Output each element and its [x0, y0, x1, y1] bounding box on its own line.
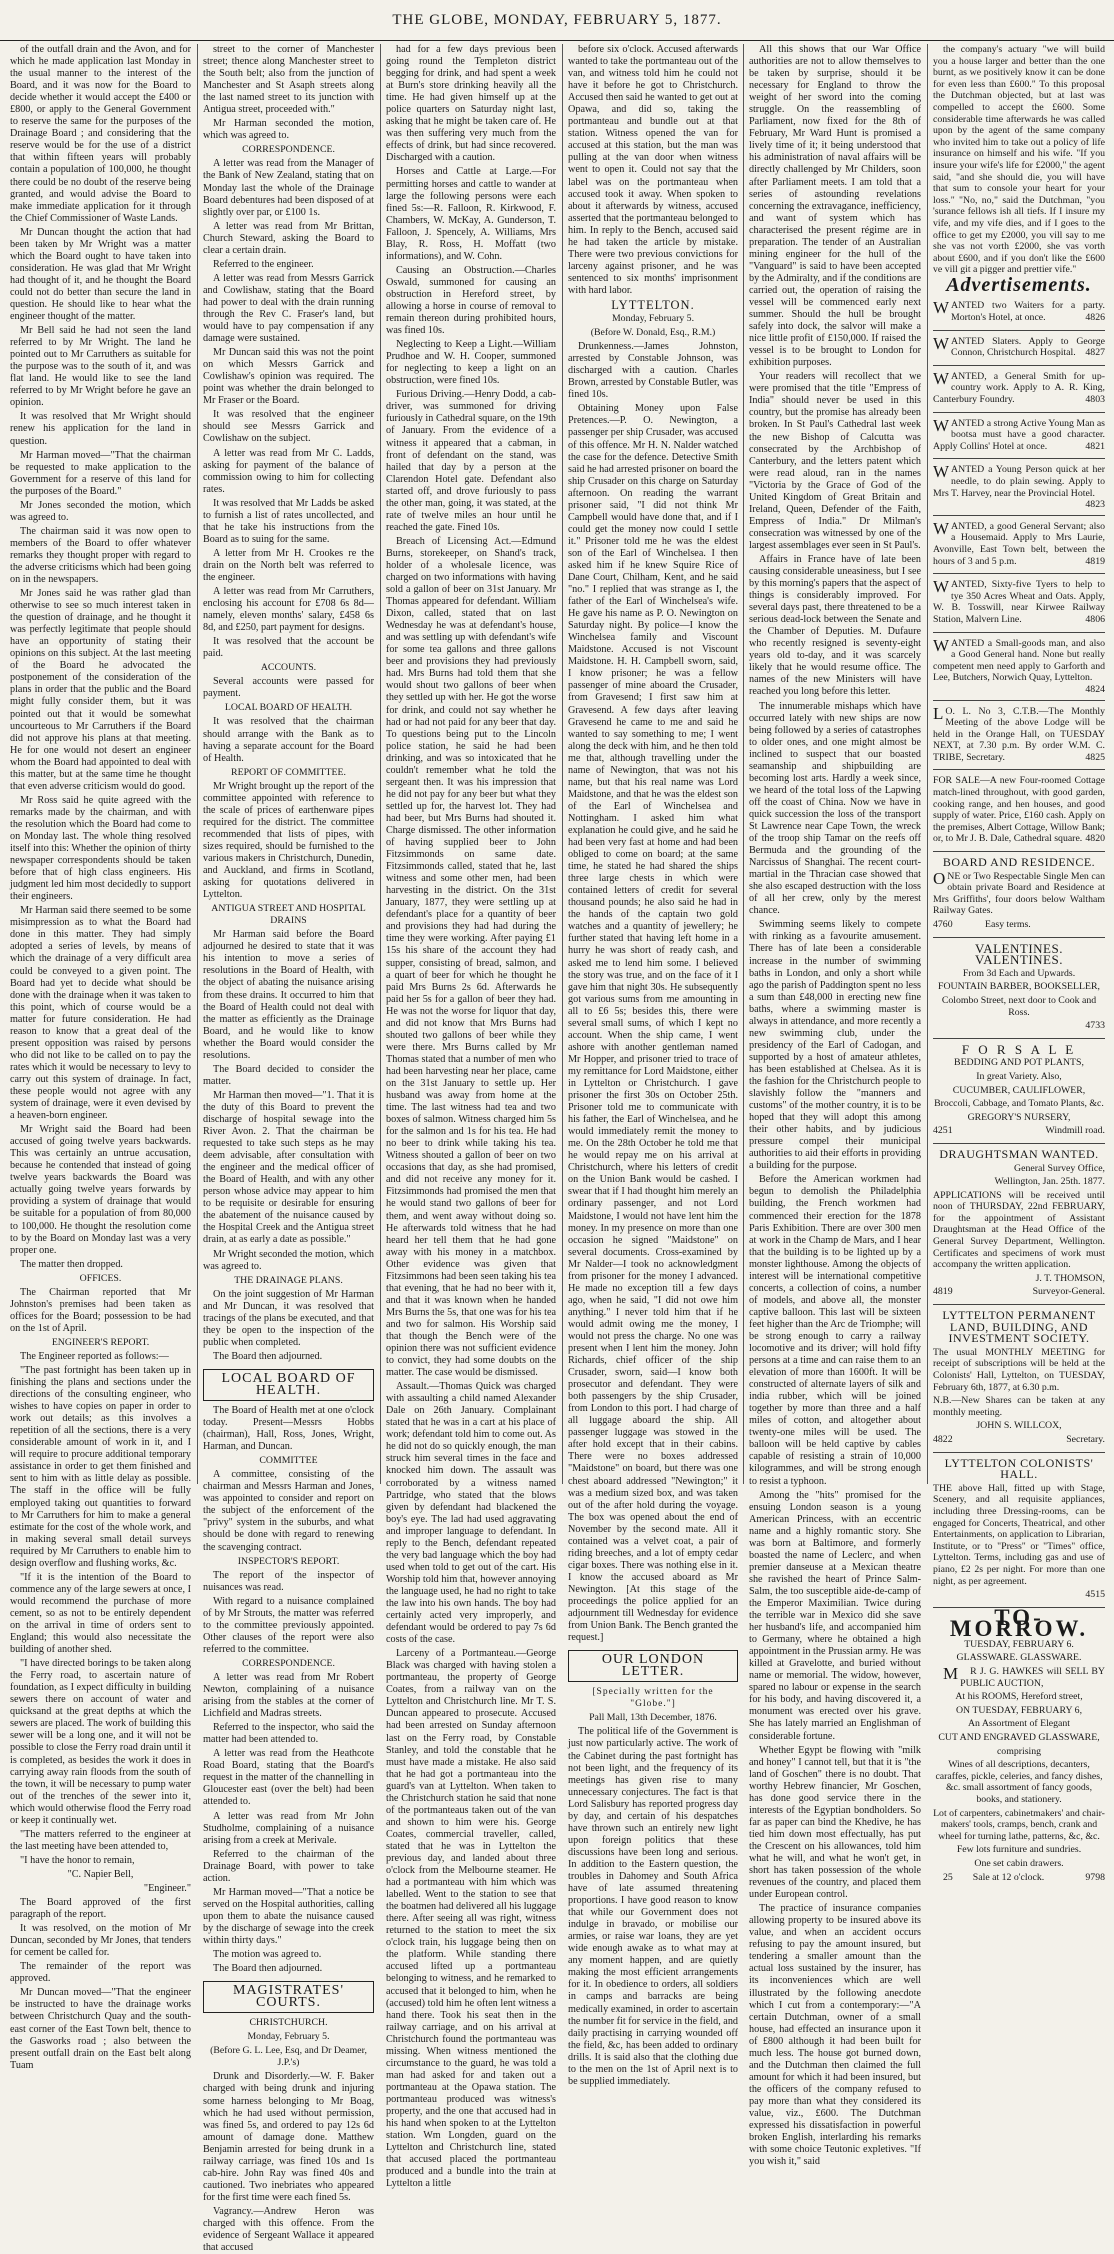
- article-paragraph: It was resolved that Mr Ladds be asked to furnish a list of rates uncollected, and that he take his instructions from the Board as to suing for the same.: [203, 497, 374, 545]
- section-title-box: MAGISTRATES' COURTS.: [203, 1981, 374, 2013]
- article-paragraph: A letter from Mr H. Crookes re the drain on the North belt was referred to the engineer.: [203, 547, 374, 583]
- valentines-ad: [933, 940, 1105, 1039]
- ad-line: Broccoli, Cabbage, and Tomato Plants, &c.: [934, 1098, 1104, 1110]
- article-paragraph: Whether Egypt be flowing with "milk and honey" I cannot tell, but that it is "the land of Goschen" there is no doubt. That worthy Hebrew financier, Mr Goschen, has done good service there in the interests of the Egyptian bondholders. So far as paper can bind the Khedive, he has tied him down most effectually, has put the Crescent on his allowances, told him what he will, and what he won't get, in short has taken possession of the whole revenues of the country, and placed them under European control.: [749, 1744, 921, 1901]
- ad-line: General Survey Office,: [1014, 1162, 1105, 1174]
- ad-text: ANTED two Waiters for a party. Morton's Hotel, at once.: [951, 300, 1105, 324]
- ad-number: 4760: [933, 919, 953, 930]
- article-paragraph: "If it is the intention of the Board to commence any of the large sewers at once, I would recommend the purchase of more cement, so as not to be entirely dependent on the arrival in time of orders sent to England; this would also necessitate the building of another shed.: [10, 1571, 191, 1656]
- drop-cap: W: [933, 415, 950, 435]
- drop-cap: W: [933, 368, 950, 388]
- ad-line: JOHN S. WILLCOX,: [976, 1420, 1062, 1432]
- dateline: Monday, February 5.: [247, 2031, 330, 2043]
- section-title-box: OUR LONDON LETTER.: [568, 1650, 738, 1682]
- ad-text: ANTED a Young Person quick at her needle, to do plain sewing. Apply to Mrs T. Harvey, near the Provincial Hotel.: [933, 464, 1105, 499]
- article-paragraph: The motion was agreed to.: [213, 1949, 322, 1961]
- signature-title: "Engineer.": [143, 1882, 191, 1894]
- section-heading: ENGINEER'S REPORT.: [51, 1336, 150, 1348]
- article-paragraph: The Board of Health met at one o'clock today. Present—Messrs Hobbs (chairman), Hall, Ross, Jones, Wright, Harman, and Duncan.: [203, 1405, 374, 1453]
- ad-line: An Assortment of Elegant: [967, 1718, 1071, 1730]
- drop-cap: L: [933, 703, 944, 723]
- ad-number: 4819: [1085, 555, 1105, 567]
- article-paragraph: Referred to the chairman of the Drainage Board, with power to take action.: [203, 1848, 374, 1884]
- ad-line: GREGORY'S NURSERY,: [967, 1111, 1071, 1123]
- article-paragraph: Mr Harman seconded the motion, which was agreed to.: [203, 118, 374, 142]
- advertisements-heading: Advertisements.: [946, 273, 1092, 296]
- article-paragraph: A letter was read from the Heathcote Road Board, stating that the Board's request in the matter of the channelling in Gloucester east (over the belt) had been attended to.: [203, 1748, 374, 1808]
- article-paragraph: Several accounts were passed for payment.: [203, 676, 374, 700]
- article-paragraph: Referred to the inspector, who said the matter had been attended to.: [203, 1722, 374, 1746]
- ad-line: CUCUMBER, CAULIFLOWER,: [952, 1084, 1086, 1096]
- article-paragraph: had for a few days previous been going round the Templeton district begging for drink, and had spent a week at Burn's store drinking heavily all the time. He had given himself up at the police quarters on Saturday night last, asking that he might be taken care of. He was then suffering very much from the effects of drink, but had since recovered. Discharged with a caution.: [386, 44, 556, 164]
- article-paragraph: Vagrancy.—Andrew Heron was charged with this offence. From the evidence of Sergeant Wallace it appeared that accused: [203, 2205, 374, 2254]
- ad-heading: F O R S A L E: [961, 1041, 1077, 1057]
- ad-number: 4806: [1085, 613, 1105, 625]
- section-heading: CHRISTCHURCH.: [249, 2017, 328, 2029]
- article-paragraph: The report of the inspector of nuisances was read.: [203, 1569, 374, 1593]
- drop-cap: W: [933, 333, 950, 353]
- article-paragraph: A letter was read from the Manager of the Bank of New Zealand, stating that on Monday last the whole of the Drainage Board debentures had been disposed of at slightly over par, or £100 1s.: [203, 158, 374, 218]
- section-heading: ANTIGUA STREET AND HOSPITAL DRAINS: [211, 903, 366, 927]
- column-2: [203, 44, 374, 2254]
- ad-text: O. L. No 3, C.T.B.—The Monthly Meeting of the above Lodge will be held in the Orange Hall, on TUESDAY NEXT, at 7.30 p.m. By order W.M. C. TRIBE, Secretary.: [933, 705, 1105, 763]
- ad-text: Lot of carpenters, cabinetmakers' and chair-makers' tools, cramps, bench, crank and wheel for turning lathe, patterns, &c, &c.: [933, 1807, 1105, 1842]
- article-paragraph: Affairs in France have of late been causing considerable uneasiness, but I see by this morning's papers that the aspect of things is considerably improved. For several days past, there threatened to be a serious dead-lock between the Senate and the Chamber of Deputies. M. Dufaure who recently resigned is seventy-eight years old to-day, and it was scarcely likely that he would resume office. The names of the new Ministers will have reached you long before this letter.: [749, 553, 921, 698]
- ad-line: BEDDING AND POT PLANTS,: [954, 1057, 1084, 1069]
- article-paragraph: The matter then dropped.: [20, 1258, 123, 1270]
- section-heading: CORRESPONDENCE.: [242, 144, 335, 156]
- article-paragraph: "The past fortnight has been taken up in finishing the plans and sections under the directions of the consulting engineer, who wishes to have copies on paper in order to work out details; as this involves a repetition of all the sections, there is a very considerable amount of work in it, and I will require to procure additional temporary assistance in order to get them finished and sent to him with as little delay as possible. The staff in the office will be fully employed taking out quantities to forward to Mr Carruthers for him to make a general estimate for the cost of the whole work, and in making several small detail surveys required by Mr Carruthers to enable him to design overflow and flushing works, &c.: [10, 1365, 191, 1569]
- article-paragraph: Mr Bell said he had not seen the land referred to by Mr Wright. The land he pointed out to Mr Carruthers as suitable for the purpose was to the south of it, and was flat land. He would like to see the land referred to by Mr Wright before he gave an opinion.: [10, 325, 191, 409]
- article-paragraph: The Engineer reported as follows:—: [20, 1350, 169, 1362]
- article-paragraph: Mr Harman then moved—"1. That it is the duty of this Board to prevent the discharge of hospital sewage into the River Avon. 2. That the chairman be requested to take such steps as he may deem advisable, after consultation with the engineer and the medical officer of the Board of Health, and with any other person whose advice may appear to him to be requisite or desirable for ensuring the abatement of the nuisance caused by the Hospital Creek and the Antigua street drain, at as early a date as possible.": [203, 1089, 374, 1246]
- ad-number: 4825: [1085, 751, 1105, 763]
- ad-number: 4826: [1085, 312, 1105, 324]
- article-paragraph: Neglecting to Keep a Light.—William Prudhoe and W. H. Cooper, summoned for neglecting to keep a light on an obstruction, were fined 10s.: [386, 339, 556, 387]
- bench-line: (Before W. Donald, Esq., R.M.): [590, 327, 716, 339]
- column-rule: [380, 44, 381, 1484]
- ad-line: Few lots furniture and sundries.: [956, 1844, 1082, 1856]
- article-paragraph: A committee, consisting of the chairman and Messrs Harman and Jones, was appointed to consider and report on the subject of the enforcement of the "privy" system in the suburbs, and what should be done with regard to renewing the scavenging contract.: [203, 1469, 374, 1553]
- lodge-notice: [933, 703, 1105, 771]
- ad-line: Sale at 12 o'clock.: [972, 1871, 1045, 1883]
- article-paragraph: All this shows that our War Office authorities are not to allow themselves to be taken by surprise, should it be necessary for England to throw the weight of her sword into the coming struggle. On the reassembling of Parliament, now fixed for the 8th of February, Mr Ward Hunt is promised a lively time of it; it being understood that his administration of naval affairs will be directly challenged by Mr Childers, soon after Parliament meets. I am told that a series of astounding revelations concerning the extravagance, inefficiency, and want of system which has characterised the present régime are in preparation. The tender of an Australian mining engineer for the hull of the "Vanguard" is said to have been accepted by the Admiralty, and if the conditions are carried out, the operation of raising the vessel will be commenced early next summer. Should the hull be brought safely into dock, the salvor will make a nice little profit of £150,000. If raised the vessel is to be brought to London for exhibition purposes.: [749, 44, 921, 369]
- ad-line: GLASSWARE. GLASSWARE.: [956, 1652, 1082, 1664]
- column-rule: [197, 44, 198, 1484]
- article-paragraph: A letter was read from Mr Carruthers, enclosing his account for £708 6s 8d—namely, eleven months' salary, £458 6s 8d, and £250, part payment for designs.: [203, 586, 374, 634]
- column-6-advertisements: [933, 44, 1105, 1883]
- ad-number: 4251: [933, 1125, 953, 1137]
- classified-ad: [933, 635, 1105, 701]
- article-paragraph: Mr Duncan said this was not the point on which Messrs Garrick and Cowlishaw's opinion was required. The point was whether the drain belonged to Mr Fraser or the Board.: [203, 347, 374, 407]
- ad-text: ANTED, Sixty-five Tyers to help to tye 350 Acres Wheat and Oats. Apply, W. B. Tosswill, near Kirwee Railway Station, Malvern Line.: [933, 579, 1105, 625]
- article-paragraph: The chairman said it was now open to members of the Board to offer whatever remarks they thought proper with regard to the adverse criticisms which had been going on in the newspapers.: [10, 525, 191, 586]
- article-paragraph: The Chairman reported that Mr Johnston's premises had been taken as offices for the Board; possession to be had on the 1st of April.: [10, 1286, 191, 1334]
- article-paragraph: Horses and Cattle at Large.—For permitting horses and cattle to wander at large the following persons were each fined 5s:—R. Falloon, R. Kirkwood, F. Chambers, W. McKay, A. Gunderson, T. Falloon, J. Spencely, A. Williams, Mrs Blay, R. Ross, H. Moffatt (two informations), and W. Cohn.: [386, 166, 556, 262]
- column-rule: [743, 44, 744, 1484]
- article-paragraph: A letter was read from Mr C. Ladds, asking for payment of the balance of commission owing to him for collecting rates.: [203, 447, 374, 495]
- ad-line: Surveyor-General.: [1032, 1286, 1105, 1298]
- column-1: [10, 44, 191, 2071]
- article-paragraph: The remainder of the report was approved.: [10, 1961, 191, 1985]
- article-paragraph: Mr Duncan moved—"That the engineer be instructed to have the drainage works between Christchurch Quay and the south-east corner of the East Town belt, thence to the Gasworks road ; also between the present outfall drain on the East belt along Tuam: [10, 1987, 191, 2071]
- ad-heading: TO-MORROW.: [949, 1604, 1089, 1642]
- section-heading: REPORT OF COMMITTEE.: [231, 766, 346, 778]
- classified-ad: [933, 368, 1105, 413]
- ad-text: R J. G. HAWKES will SELL BY PUBLIC AUCTION,: [960, 1666, 1105, 1689]
- article-paragraph: the company's actuary "we will build you a house larger and better than the one burnt, as we positively know it can be done for even less than £600." To this proposal the Dutchman objected, but at last was compelled to accept the £600. Some considerable time afterwards he was called upon by the agent of the same company who invited him to take out a policy of life insurance on himself and his wife. "If you insure your wife's life for £2000," the agent said, "and she should die, you will have that sum to console your heart for your loss." "No, no," said the Dutchman, "you 'surance fellows ish all tiefs. If I insure my vife, and my vife dies, and if I goes to the office to get my £2000, you vill say to me she vas not vorth £2000, she vas vorth about £600, and if you don't like the £600 ve vill git a pigger and prettier vife.": [933, 44, 1105, 276]
- for-sale-ad: [933, 772, 1105, 852]
- classified-ad: [933, 333, 1105, 366]
- dateline: Pall Mall, 13th December, 1876.: [589, 1712, 717, 1724]
- ad-number: 4821: [1085, 440, 1105, 452]
- section-heading: CORRESPONDENCE.: [242, 1657, 335, 1669]
- ad-number: 4822: [933, 1433, 953, 1445]
- ad-line: Colombo Street, next door to Cook and Ross.: [941, 994, 1097, 1018]
- article-paragraph: The Board decided to consider the matter.: [203, 1063, 374, 1087]
- article-paragraph: A letter was read from Mr Brittan, Church Steward, asking the Board to clear a certain drain.: [203, 220, 374, 256]
- ad-line: Secretary.: [1066, 1433, 1105, 1445]
- ad-number: 4733: [1085, 1020, 1105, 1032]
- ad-line: Windmill road.: [1045, 1125, 1105, 1137]
- classified-ad: [933, 576, 1105, 632]
- article-paragraph: The political life of the Government is just now particularly active. The work of the Cabinet during the past fortnight has not been light, and the frequency of its meetings has given rise to many unnecessary conjectures. The fact is that Lord Salisbury has reported progress day by day, and certain of his despatches have thrown such an entirely new light upon foreign politics that these discussions have been long and serious. In addition to the Eastern question, the troubles in Dahomey and South Africa have of late assumed threatening proportions. I have good reason to know that while our Government does not indulge in bravado, or mobilise our armies, or raise war loans, they are yet wide enough awake as to what may at any moment happen, and are quietly making the most efficient arrangements for it. In obedience to orders, all soldiers in camps and barracks are being medically examined, in order to ascertain the number fit for service in the field, and daily practising in carrying wounded off the field, &c, has been added to ordinary drills. It is said also that the clothing due to the men on the 1st of April next is to be supplied immediately.: [568, 1726, 739, 2087]
- article-paragraph: Furious Driving.—Henry Dodd, a cab-driver, was summoned for driving furiously in Cathedral square, on the 19th of January. From the evidence of a witness it appeared that a cabman, in front of defendant on the stand, was hailed that day by a person at the Clarendon Hotel gate. Defendant also started off, and drove furiously to pass the other man, going, it was stated, at the rate of twelve miles an hour until he reached the gate. Fined 10s.: [386, 389, 556, 533]
- bench-line: (Before G. L. Lee, Esq, and Dr Deamer, J.P.'s): [210, 2045, 367, 2069]
- article-paragraph: before six o'clock. Accused afterwards wanted to take the portmanteau out of the van, and witness told him he could not have it before he got to Christchurch. Accused then said he wanted to get out at Opawa, and did so, taking the portmanteau and bundle out at that station. Witness opened the van for accused at this station, but the man was pulling at the van door when witness went to open it. Could not say that the label was on the portmanteau when accused took it away. When spoken to about it afterwards by witness, accused asserted that the portmanteau belonged to him. In reply to the Bench, accused said he had taken the article by mistake. There were two previous convictions for larceny against prisoner, and he was sentenced to six months' imprisonment with hard labor.: [568, 44, 738, 296]
- society-ad: [933, 1307, 1105, 1453]
- ad-number: 4819: [933, 1286, 953, 1298]
- ad-text: ANTED Slaters. Apply to George Connon, Christchurch Hospital.: [951, 335, 1105, 359]
- article-paragraph: Before the American workmen had begun to demolish the Philadelphia building, the French workmen had commenced their erection for the 1878 Paris Exhibition. There are over 300 men at work in the Champ de Mars, and I hear that the building is to be lighted up by a monster lighthouse. Among the objects of interest will be international competitive concerts, a collection of coins, a number of models, and above all, the monster captive balloon. This last will be sixteen feet higher than the Arc de Triomphe; will be strong enough to carry a railway locomotive and its driver; will hold fifty persons at a time and can raise them to an elevation of more than 1600ft. It will be constructed of alternate layers of silk and india rubber, which will be joined together by more than three and a half miles of cotton, and altogether about twenty-one miles will be used. The balloon will be held captive by cables capable of resisting a strain of 10,000 kilogrammes, and will be strong enough to resist a typhoon.: [749, 1174, 921, 1487]
- article-paragraph: Swimming seems likely to compete with rinking as a favourite amusement. There has of late been a considerable increase in the number of swimming baths in London, and only a short while ago the parish of Paddington spent no less a sum than £48,000 in erecting new fine baths, where a swimming master is always in attendance, and more recently a new swimming club, under the presidency of the Earl of Cadogan, and supported by a host of amateur athletes, has been established at Chelsea. As it is the fashion for the Christchurch people to slavishly follow the "manners and customs" of the mother country, it is to be hoped that they will adopt this among their other habits, and by judicious pressure compel their municipal authorities to aid their efforts in providing a building for the purpose.: [749, 919, 921, 1172]
- article-paragraph: It was resolved that Mr Wright should renew his application for the land in question.: [10, 411, 191, 447]
- ad-heading: LYTTELTON PERMANENT LAND, BUILDING, AND INVESTMENT SOCIETY.: [942, 1308, 1096, 1346]
- article-paragraph: Mr Wright seconded the motion, which was agreed to.: [203, 1248, 374, 1272]
- drop-cap: M: [943, 1664, 959, 1684]
- ad-text: FOR SALE—A new Four-roomed Cottage match-lined throughout, with good garden, cooking range, and hen houses, and good supply of water. Price, £160 cash. Apply on the premises, Albert Cottage, Willow Bank; or, to Mr J. B. Dale, Cathedral square.: [933, 775, 1105, 845]
- column-4: [568, 44, 739, 2087]
- signature: "C. Napier Bell,: [67, 1868, 134, 1880]
- ad-line: ON TUESDAY, FEBRUARY 6,: [955, 1704, 1083, 1716]
- draughtsman-ad: [933, 1146, 1105, 1305]
- article-paragraph: Your readers will recollect that we were promised that the title "Empress of India" should never be used in this country, but the promise has already been broken. In St Paul's Cathedral last week the new Bishop of Calcutta was consecrated by the Archbishop of Canterbury, and the letters patent which were read aloud, ran in the names "Victoria by the Grace of God of the United Kingdom of Great Britain and Ireland, Queen, Defender of the Faith, Empress of India." Dr Milman's consecration was witnessed by one of the largest assemblages ever seen in St Paul's.: [749, 371, 921, 551]
- article-paragraph: "I have directed borings to be taken along the Ferry road, to ascertain nature of foundation, as I expect difficulty in building sewers there on account of water and quicksand at the great depths at which the sewers are placed. The work of building this sewer will be a long one, and it will not be possible to close the Ferry road drain until it is completed, as besides the work it does in carrying away rain floods from the south of the town, it will be necessary to pump water out of the trenches of the sewer into it, which would otherwise flood the Ferry road or keep it continually wet.: [10, 1658, 191, 1826]
- ad-number: 4803: [1085, 394, 1105, 406]
- article-paragraph: Causing an Obstruction.—Charles Oswald, summoned for causing an obstruction in Hereford street, by allowing a horse in course of removal to remain thereon during prohibited hours, was fined 10s.: [386, 264, 556, 337]
- ad-line: At his ROOMS, Hereford street,: [955, 1691, 1083, 1703]
- drop-cap: W: [933, 635, 950, 655]
- article-paragraph: The practice of insurance companies allowing property to be insured above its value, and when an accident occurs refusing to pay the amount insured, but tendering a smaller amount than the actual loss sustained by the insurer, has its inconveniences which are well illustrated by the following anecdote which I cut from a contemporary:—"A certain Dutchman, owner of a small house, had effected an insurance upon it of £800 although it had been built for much less. The house got burned down, and the Dutchman then claimed the full amount for which it had been insured, but the officers of the company refused to pay more than what they considered its value, viz., £600. The Dutchman expressed his dissatisfaction in powerful broken English, interlarding his remarks with some choice Teutonic expletives. "If you wish it," said: [749, 1903, 921, 2168]
- ad-line: In great Variety. Also,: [976, 1070, 1062, 1082]
- classified-ad: [933, 518, 1105, 574]
- article-paragraph: A letter was read from Mr John Studholme, complaining of a nuisance arising from a creek at Merivale.: [203, 1810, 374, 1846]
- ad-text: ANTED, a General Smith for up-country work. Apply to A. R. King, Canterbury Foundry.: [933, 370, 1105, 406]
- article-paragraph: Referred to the engineer.: [213, 258, 314, 270]
- article-paragraph: Mr Jones said he was rather glad than otherwise to see so much interest taken in the question of drainage, and he thought it was perfectly legitimate that people should have an opportunity of stating their opinions on this subject. At the last meeting of the Board he advocated the postponement of the consideration of the plans in order that the public and the Board might fully consider them, but it was pointed out that it would be somewhat uncourteous to Mr Carruthers if the Board did not approve his plans at that meeting. He for one would not desert an engineer whom the Board had appointed to deal with this matter, but at the same time he thought that even adverse criticism would do good.: [10, 588, 191, 792]
- article-paragraph: Mr Harman moved—"That a notice be served on the Hospital authorities, calling upon them to abate the nuisance caused by the discharge of sewage into the creek within thirty days.": [203, 1886, 374, 1946]
- article-paragraph: It was resolved that the account be paid.: [203, 636, 374, 660]
- ad-heading: DRAUGHTSMAN WANTED.: [939, 1146, 1099, 1161]
- article-paragraph: Mr Wright said the Board had been accused of going twelve years backwards. This was certainly an untrue accusation, because he contended that instead of going twelve years backwards the Board was actually going twelve years forwards by providing a system of drainage that would be suitable for a population of from 80,000 to 100,000. He thought the resolution come to by the Board on Monday last was a very proper one.: [10, 1124, 191, 1256]
- dateline: Monday, February 5.: [611, 313, 695, 325]
- article-paragraph: Mr Harman moved—"That the chairman be requested to make application to the Government for a reserve of this land for the purposes of the Board.": [10, 449, 191, 497]
- article-paragraph: Mr Duncan thought the action that had been taken by Mr Wright was a matter which the Board ought to have taken into consideration. He was glad that Mr Wright had thought of it, and he thought the Board could not do better than secure the land in question. He should like to hear what the engineer thought of the matter.: [10, 226, 191, 323]
- article-paragraph: street to the corner of Manchester street; thence along Manchester street to the South belt; also from the junction of Manchester and St Asaph streets along the last named street to its junction with Antigua street, proceeded with.": [203, 44, 374, 116]
- classified-ad: [933, 461, 1105, 515]
- article-paragraph: Drunk and Disorderly.—W. F. Baker charged with being drunk and injuring some harness belonging to Mr Boag, which he had used without permission, was fined 5s, and ordered to pay 12s 6d amount of damage done. Matthew Benjamin arrested for being drunk in a railway carriage, was fined 10s and 1s cab-hire. John Ray was fined 40s and cautioned. Two inebriates who appeared for the first time were each fined 5s.: [203, 2071, 374, 2203]
- article-paragraph: Breach of Licensing Act.—Edmund Burns, storekeeper, on Shand's track, holder of a wholesale licence, was charged on two informations with having sold a gallon of beer on 31st January. Mr Thomas appeared for defendant. William Dixon, called, stated that on last Wednesday he was at defendant's house, and was settling up with defendant's wife for some tea gallons and three gallons beer and provisions they had previously had. Mrs Burns had told them that she would shout two gallons of beer when they settled up with her. He got the worse for drink, and could not say whether he had or had not paid for any beer that day. To questions being put to the Lincoln police station, he said he had been drinking, and was so intoxicated that he couldn't remember what he told the sergeant then. It was his impression that he did not pay for any beer but what they settled up for, the harvest lot. They had had beer, but Mrs Burns had shouted it. Charge dismissed. The other information of having supplied beer to John Fitzsimmonds on same date. Fitzsimmonds called, stated that he, last witness and some other men, had been harvesting in the district. On the 31st January, 1877, they were settling up at defendant's place for a quantity of beer and provisions they had had during the time they were working. After paying £1 15s his share of the account they had supper, consisting of bread, salmon, and a quart of beer for which he thought he paid Mrs Burns 2s 6d. Afterwards he paid her 5s for a gallon of beer they had. He was not the worse for liquor that day, and did not know that Mrs Burns had shouted two gallons of beer while they were there. Mrs Burns called by Mr Thomas stated that a number of men who had been harvesting near her place, came on the 31st January to settle up. Her husband was away from home at the time. The last witness had tea and two boxes of salmon. Witness charged him 5s for the salmon and 1s for his tea. He had no beer to drink while taking his tea. Witness shouted a gallon of beer on two occasions that day, as she had promised, and did not receive any money for it. Fitzsimmonds had promised the men that he would stand two gallons of beer for them, and went away without doing so. He afterwards told witness that he had heard her tell them that he had gone away with his money in a matchbox. Other evidence was given that Fitzsimmons had been seen taking his tea that evening, that he had no beer with it, and that it was known when he handed Mrs Burns the 5s, that one was for his tea and two for salmon. His Worship said that though the Bench were of the opinion there was not sufficient evidence to convict, they had some doubts on the matter. The case would be dismissed.: [386, 535, 556, 1379]
- ad-text: THE above Hall, fitted up with Stage, Scenery, and all requisite appliances, including three Dressing-rooms, can be engaged for Concerts, Theatrical, and other Entertainments, on application to Librarian, Institute, or to "Press" or "Times" office, Lyttelton. Terms, including gas and use of piano, £2 2s per night. For more than one night, as per agreement.: [933, 1482, 1105, 1587]
- drop-cap: W: [933, 518, 950, 538]
- nursery-ad: [933, 1041, 1105, 1144]
- column-rule: [927, 44, 928, 1484]
- section-heading: INSPECTOR'S REPORT.: [237, 1555, 340, 1567]
- article-paragraph: Obtaining Money upon False Pretences.—P. O. Newington, a passenger per ship Crusader, was accused of this offence. Mr H. N. Nalder watched the case for the defence. Detective Smith said he had arrested prisoner on board the ship Crusader on this charge on Saturday afternoon. On reading the warrant prisoner said, "I did not think Mr Campbell would have done that, and if I could get the money now could I settle it." Prisoner told me he was the eldest son of the Earl of Winchelsea. I then asked him if he knew Squire Rice of Dane Court, Chilham, Kent, and he said "no." I replied that was strange as I, the father of the Earl of Winchelsea's wife. He gave his name as P. O. Newington on Saturday night. By police—I know the Winchelsea family and Viscount Maidstone. Accused is not Viscount Maidstone. H. H. Campbell sworn, said, I know prisoner; he was a fellow passenger of mine aboard the Crusader, from Gravesend; I first saw him at Gravesend. A few days after leaving Gravesend he came to me and said he wanted to say something to me; I went along the deck with him, and he then told me that, although travelling under the name of Newington, that was not his name, but that his real name was Lord Maidstone, and that he was the eldest son of the Earl of Winchelsea and Nottingham. I asked him what explanation he could give, and he said he had been very fast at home and had been obliged to come on board; at the same time, he stated he had shared the ships three large chests in which were contained letters of credit for several thousand pounds; he also said he had in the hands of the captain two gold watches and a quantity of jewellery; he further stated that having left home in a hurry he was short of ready cash, and asked me to lend him some. I believed the story was true, and on the face of it I gave him that night 30s. He subsequently got various sums from me amounting in all to £6 5s; besides this, there were several small sums, of which I kept no account. When the ship came, I went ashore with another gentleman named Mr Hopper, and prisoner tried to trace of my remittance for Lord Maidstone, either in Lyttelton or Christchurch. I gave prisoner the first 30s on October 25th. Prisoner told me to communicate with his father, the Earl of Winchelsea, and he would immediately remit the money to me. On the 28th October he told me that he would repay me on his arrival at Christchurch, where his letters of credit on the Union Bank would be cashed. I swear that if I had thought him merely an ordinary passenger, and not Lord Maidstone, I would not have lent him the money. In my presence on more than one occasion he signed "Maidstone" on several documents. Cross-examined by Mr Nalder—I took no acknowledgment from prisoner for the money I advanced. He made no exception till a few days ago, when he said, "I did not owe him anything." I never told him that if he would admit owing me the money, I would not press the charge. No one was present when I lent him the money. John Richards, chief officer of the ship Crusader, sworn, said—I know both prosecutor and defendant. They were both passengers by the ship Crusader, from London to this port. I had charge of all luggage aboard the ship. All passenger luggage was stowed in the after hold except that in their cabins. There were no boxes addressed "Maidstone" on board, but there was one chest aboard addressed "Newington;" it was a medium sized box, and was taken out of the after hold during the voyage. The box was opened about the end of November by the second mate. All it contained was a velvet coat, a pair of riding breeches, and a lot of empty cedar cigar boxes. There was nothing else in it. I know the accused aboard as Mr Newington. [At this stage of the proceedings the police applied for an adjournment till Wednesday for evidence from Union Bank. The Bench granted the request.]: [568, 403, 739, 1644]
- section-heading: THE DRAINAGE PLANS.: [234, 1274, 343, 1286]
- article-paragraph: Mr Jones seconded the motion, which was agreed to.: [10, 499, 191, 523]
- section-heading: LYTTELTON.: [611, 297, 695, 312]
- ad-number: 4824: [1085, 683, 1105, 695]
- masthead: [0, 0, 1114, 41]
- drop-cap: W: [933, 298, 950, 318]
- ad-heading: LYTTELTON COLONISTS' HALL.: [944, 1455, 1094, 1482]
- article-paragraph: Assault.—Thomas Quick was charged with assaulting a child named Alexander Dale on 26th January. Complainant stated that he was in a cart at his place of work; defendant told him to come out. As he did not do so quickly enough, the man struck him several times in the face and knocked him down. The assault was corroborated by a witness named Partridge, who stated that the blows given by defendant had blackened the boy's eye. The lad had used aggravating and improper language to defendant. In reply to the Bench, defendant repeated the very bad language which the boy had used when told to get out of the cart. His Worship told him that, however annoying the language used, he had no right to take the law into his own hands. The boy had certainly acted very improperly, and defendant would be ordered to pay 7s 6d costs of the case.: [386, 1381, 556, 1646]
- board-residence-ad: [933, 854, 1105, 938]
- ad-heading: VALENTINES. VALENTINES.: [975, 940, 1063, 968]
- ad-text: ANTED, a good General Servant; also a Housemaid. Apply to Mrs Laurie, Avonville, East Town belt, between the hours of 3 and 5 p.m.: [933, 520, 1105, 567]
- article-paragraph: The innumerable mishaps which have occurred lately with new ships are now being followed by a series of catastrophes to older ones, and one might almost be inclined to suspect that our boasted seamanship and shipbuilding are becoming lost arts. Hardly a week since, we heard of the total loss of the Lapwing off the coast of China. Now we have in quick succession the loss of the transport St Lawrence near Cape Town, the wreck of the troop ship Tamar on the reefs off Bermuda and the grounding of the Narcissus of Shanghai. The recent court-martial in the Thracian case showed that she also escaped destruction with the loss of all her crew, only by the merest chance.: [749, 700, 921, 917]
- article-paragraph: It was resolved, on the motion of Mr Duncan, seconded by Mr Jones, that tenders for cement be called for.: [10, 1923, 191, 1959]
- section-title-box: LOCAL BOARD OF HEALTH.: [203, 1369, 374, 1401]
- ad-line: comprising: [996, 1745, 1042, 1757]
- ad-line: FOUNTAIN BARBER, BOOKSELLER,: [938, 981, 1100, 993]
- ad-number: 9798: [1085, 1871, 1105, 1883]
- article-paragraph: Drunkenness.—James Johnston, arrested by Constable Johnson, was discharged with a caution. Charles Brown, arrested by Constable Butler, was fined 10s.: [568, 341, 738, 401]
- ad-line: CUT AND ENGRAVED GLASSWARE,: [938, 1732, 1100, 1744]
- section-heading: OFFICES.: [79, 1272, 122, 1284]
- ad-number: 4823: [1085, 499, 1105, 511]
- article-paragraph: A letter was read from Messrs Garrick and Cowlishaw, stating that the Board had power to deal with the drain running through the Rev C. Fraser's land, but would have to pay compensation if any damage were sustained.: [203, 272, 374, 345]
- article-paragraph: Mr Harman said there seemed to be some misimpression as to what the Board had done in this matter. They had simply adopted a series of levels, by means of which the drainage of a very difficult area could be conveyed to a given point. The Board had yet to decide what should be done with the drainage when it was taken to this point, which of course would be a matter for future consideration. He had reason to know that a great deal of the present opposition was raised by persons who did not like to be called on to pay the rates which it would be necessary to levy to carry out this system of drainage. In fact, these people would not agree with any system of drainage, were it even devised by a heaven-born engineer.: [10, 905, 191, 1122]
- article-paragraph: The Board then adjourned.: [213, 1350, 323, 1362]
- column-3: [386, 44, 556, 2190]
- byline: [Specially written for the "Globe."]: [592, 1687, 714, 1710]
- ad-line: One set cabin drawers.: [974, 1857, 1064, 1869]
- ad-line: J. T. THOMSON,: [1035, 1272, 1105, 1284]
- drop-cap: W: [933, 462, 950, 482]
- ad-heading: BOARD AND RESIDENCE.: [942, 855, 1096, 870]
- article-paragraph: Mr Ross said he quite agreed with the remarks made by the chairman, and with the resolution which the Board had come to on Monday last. The whole thing resolved itself into this: Whether the opinion of thirty newspaper correspondents should be taken before that of high class engineers. His judgment led him most decidedly to support their engineers.: [10, 794, 191, 903]
- article-paragraph: With regard to a nuisance complained of by Mr Strouts, the matter was referred to the committee previously appointed. Other clauses of the report were also referred to the committee.: [203, 1595, 374, 1655]
- drop-cap: O: [933, 868, 946, 888]
- ad-number: 25: [943, 1871, 953, 1883]
- ad-text: The usual MONTHLY MEETING for receipt of subscriptions will be held at the Colonists' Hall, Lyttelton, on TUESDAY, February 6th, 1877, at 6.30 p.m.: [933, 1346, 1105, 1393]
- article-paragraph: "The matters referred to the engineer at the last meeting have been attended to,: [10, 1828, 191, 1852]
- article-paragraph: Mr Harman said before the Board adjourned he desired to state that it was his intention to move a series of resolutions in the Board of Health, with the object of abating the nuisance arising from these drains. It occurred to him that the Board of Health could not deal with the matter as efficiently as the Drainage Board, and he would like to know whether the Board would consider the resolutions.: [203, 929, 374, 1061]
- article-paragraph: Larceny of a Portmanteau.—George Black was charged with having stolen a portmanteau, the property of George Coates, from a railway van on the Lyttelton and Christchurch line. Mr T. S. Duncan appeared to prosecute. Accused had been arrested on Sunday afternoon last on the Ferry road, by Constable Stanley, and told the constable that he must have made a mistake. He also said that he had got a portmanteau into the guard's van at Lyttelton. When taken to the Christchurch station he said that none of the portmanteaus taken out of the van and shown to him were his. George Coates, commercial traveller, called, stated that he was in Lyttelton the previous day, and landed about three o'clock from the Melbourne steamer. He had a portmanteau with him which was labelled. Went to the station to see that the boatmen had delivered all his luggage there. After seeing all was right, witness returned to the station to meet the six o'clock train, his luggage being then on the platform. While standing there accused lifted up a portmanteau belonging to witness, and he remarked to accused that it belonged to him, when he (accused) told him he often lent witness a hand there. Took his seat then in the railway carriage, and on his arrival at Christchurch found the portmanteau was missing. When witness mentioned the circumstance to the guard, he was told a man had asked for and taken out a portmanteau at the Opawa station. The portmanteau produced was witness's property, and the one that accused had in his hand when spoken to at the Lyttelton station. Wm Longden, guard on the Lyttelton and Christchurch line, stated that accused placed the portmanteau produced and a bundle into the train at Lyttelton a little: [386, 1648, 556, 2190]
- article-paragraph: Mr Wright brought up the report of the committee appointed with reference to the scale of prices of earthenware pipes required for the district. The committee recommended that lists of pipes, with sizes required, should be furnished to the various makers in Christchurch, Dunedin, and Auckland, and firms in Scotland, asking for quotations delivered in Lyttelton.: [203, 780, 374, 901]
- ad-text: NE or Two Respectable Single Men can obtain private Board and Residence at Mrs Griffiths', four doors below Waltham Railway Gates.: [933, 870, 1105, 917]
- section-heading: ACCOUNTS.: [260, 662, 317, 674]
- hall-ad: [933, 1455, 1105, 1608]
- ad-number: 4827: [1085, 347, 1105, 359]
- ad-line: TUESDAY, FEBRUARY 6.: [964, 1638, 1074, 1650]
- article-paragraph: Among the "hits" promised for the ensuing London season is a young American Princess, with an eccentric name and a highly romantic story. She was born at Baltimore, and formerly boasted the name of Leclerc, and when premier danseuse at a Mexican theatre she ravished the heart of Prince Salm-Salm, the too susceptible aide-de-camp of the Emperor Maximilian. Twice during the terrible war in Mexico did she save her husband's life, and accompanied him to Germany, where he obtained a high appointment in the Prussian army. He was killed at Gravelotte, and buried without name or memorial. The widow, however, spared no labour or expense in the search for his body, and having discovered it, a monument was erected over his grave. She has lately married an Englishman of considerable fortune.: [749, 1489, 921, 1742]
- ad-terms: Easy terms.: [985, 919, 1031, 930]
- section-heading: LOCAL BOARD OF HEALTH.: [224, 702, 353, 714]
- article-paragraph: A letter was read from Mr Robert Newton, complaining of a nuisance arising from the stables at the corner of Lichfield and Madras streets.: [203, 1672, 374, 1720]
- ad-number: 4515: [1085, 1589, 1105, 1601]
- column-5: [749, 44, 921, 2168]
- ad-number: 4820: [1085, 833, 1105, 845]
- ad-text: Wines of all descriptions, decanters, caraffes, pickle, celeries, and fancy dishes, &c. small assortment of fancy goods, books, and stationery.: [935, 1759, 1103, 1805]
- column-rule: [562, 44, 563, 1484]
- auction-ad: [933, 1604, 1105, 1883]
- ad-text: APPLICATIONS will be received until noon of THURSDAY, 22nd FEBRUARY, for the appointment of Assistant Draughtsman at the Head Office of the General Survey Department, Wellington. Certificates and specimens of work must accompany the written application.: [933, 1189, 1105, 1271]
- article-paragraph: The Board then adjourned.: [213, 1963, 323, 1975]
- article-paragraph: On the joint suggestion of Mr Harman and Mr Duncan, it was resolved that tracings of the plans be executed, and that they be open to the inspection of the public when completed.: [203, 1288, 374, 1348]
- ad-line: Wellington, Jan. 25th. 1877.: [994, 1176, 1105, 1188]
- ad-text: N.B.—New Shares can be taken at any monthly meeting.: [933, 1395, 1105, 1418]
- ad-line: From 3d Each and Upwards.: [962, 967, 1076, 979]
- article-paragraph: It was resolved that the engineer should see Messrs Garrick and Cowlishaw on the subject.: [203, 409, 374, 445]
- article-paragraph: of the outfall drain and the Avon, and for which he made application last Monday in the usual manner to the interest of the Board, and it was now for the Board to decide whether it would accept the £400 or £800, or apply to the General Government to reserve the same for the purposes of the Drainage Board ; and considering that the reserve would be for the use of a district that within fifteen years will probably contain a population of 100,000, he thought there could be no doubt of the reserve being granted, and would advise the Board to make immediate application for it through the Chief Commissioner of Waste Lands.: [10, 44, 191, 224]
- article-paragraph: The Board approved of the first paragraph of the report.: [10, 1897, 191, 1921]
- newspaper-title: THE GLOBE, MONDAY, FEBRUARY 5, 1877.: [392, 12, 722, 28]
- ad-text: ANTED a strong Active Young Man as bootsa must have a good character. Apply Collins' Hotel at once.: [933, 417, 1105, 452]
- section-heading: COMMITTEE: [259, 1455, 318, 1467]
- classified-ad: [933, 297, 1105, 330]
- article-paragraph: "I have the honor to remain,: [20, 1854, 135, 1866]
- article-paragraph: It was resolved that the chairman should arrange with the Bank as to having a separate account for the Board of Health.: [203, 716, 374, 764]
- ad-text: ANTED a Small-goods man, and also a Good General hand. None but really competent men need apply to Garforth and Lee, Butchers, Norwich Quay, Lyttelton.: [933, 637, 1105, 684]
- classified-ad: [933, 415, 1105, 460]
- drop-cap: W: [933, 577, 950, 597]
